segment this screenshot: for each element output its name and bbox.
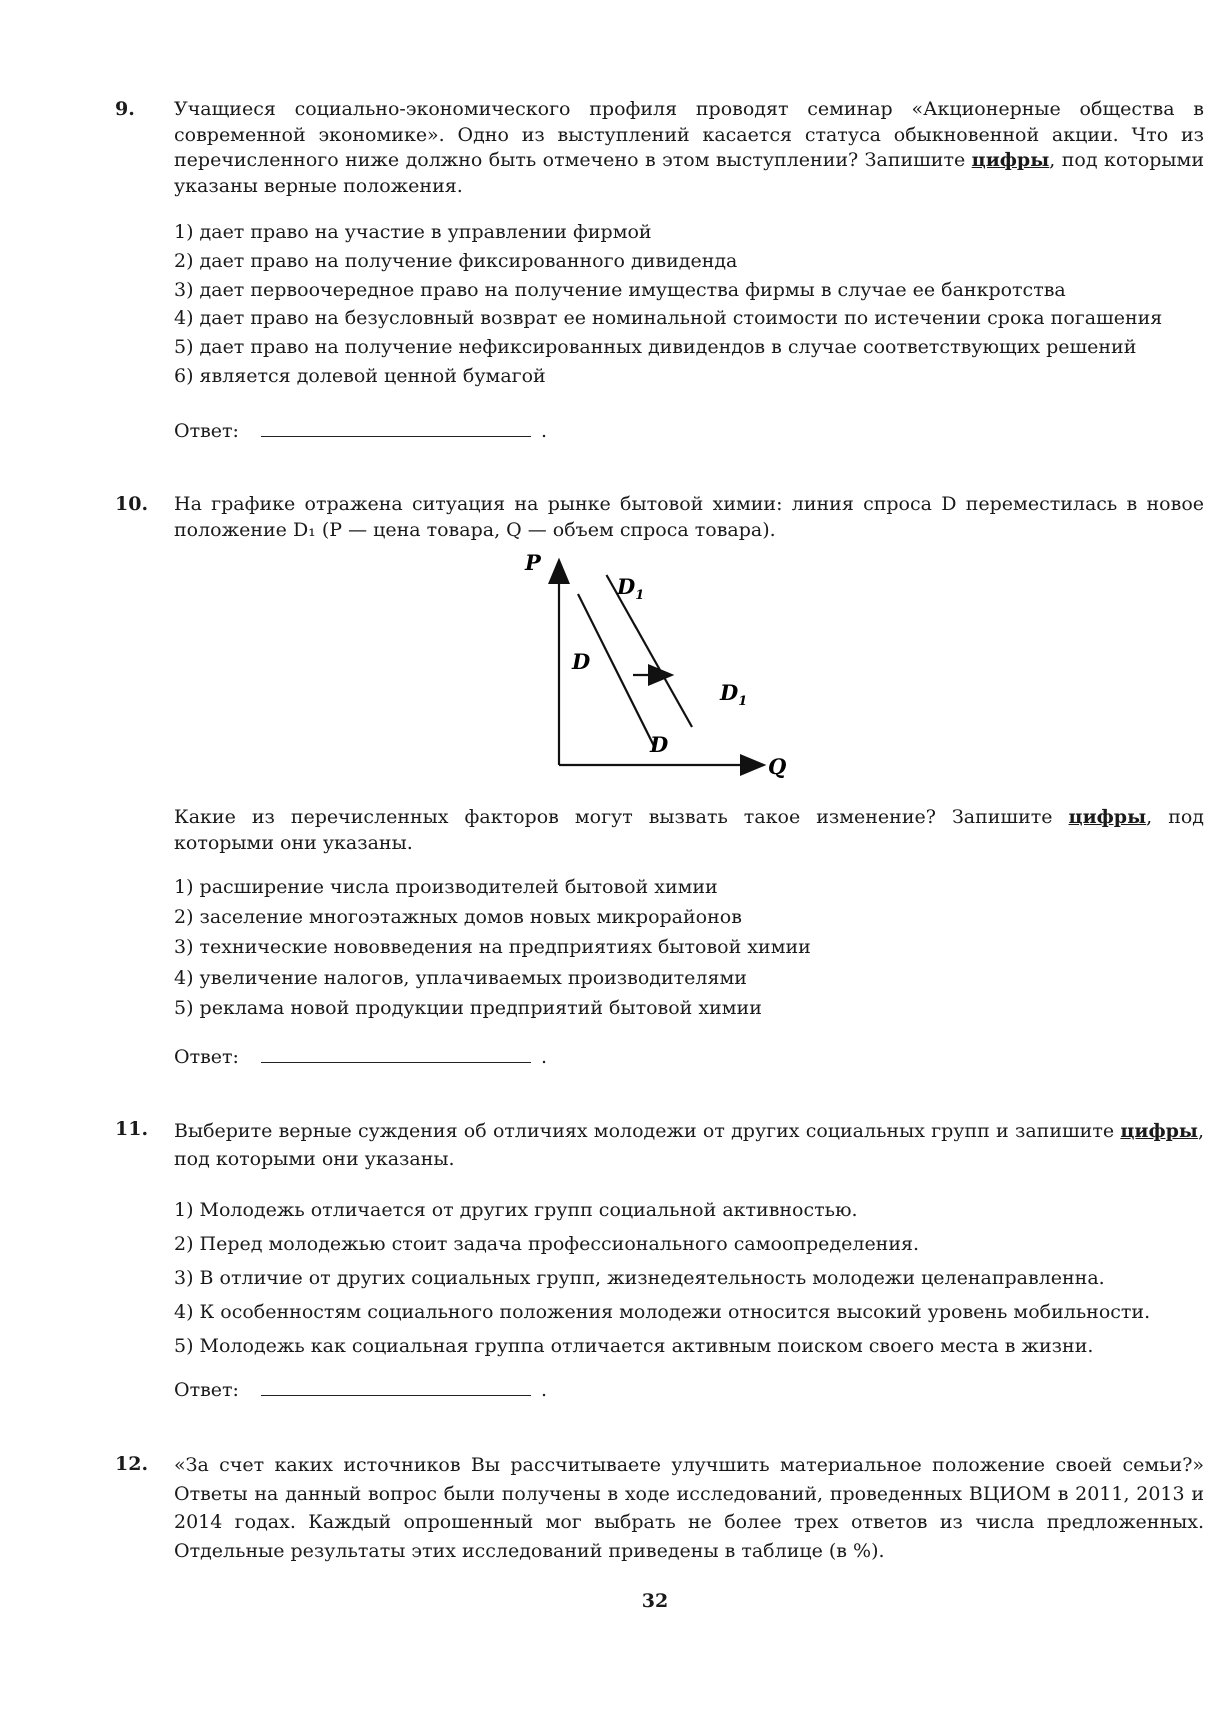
task-text: «За счет каких источников Вы рассчитываете улучшить материальное положение своей семьи?» Ответы на данный вопрос были получены в ходе исследований, проведенных ВЦИОМ в 2011, 2013 и 2014 годах. Каждый опрошенный мог выбрать не более трех ответов из числа предложенных. Отдельные результаты этих исследований приведены в таблице (в %). bbox=[174, 1454, 1204, 1562]
answer-row[interactable] bbox=[174, 420, 547, 442]
options-list bbox=[174, 218, 1204, 391]
page-number: 32 bbox=[641, 1590, 669, 1612]
option-item: 4) увеличение налогов, уплачиваемых производителями bbox=[174, 966, 747, 989]
task-number: 9. bbox=[115, 98, 135, 120]
task-number: 10. bbox=[115, 493, 149, 515]
answer-label: Ответ: bbox=[174, 420, 239, 442]
y-axis-label: P bbox=[525, 550, 541, 575]
answer-dot: . bbox=[540, 1379, 547, 1401]
label-D1-top: $D_1$ bbox=[617, 574, 645, 603]
option-item: 2) Перед молодежью стоит задача профессионального самоопределения. bbox=[174, 1233, 920, 1255]
option-item: 5) Молодежь как социальная группа отличается активным поиском своего места в жизни. bbox=[174, 1335, 1094, 1357]
answer-dot: . bbox=[540, 1046, 547, 1068]
task-text-part: Какие из перечисленных факторов могут вызвать такое изменение? Запишите bbox=[174, 806, 1069, 828]
keyword-underlined: цифры bbox=[971, 149, 1050, 171]
option-item: 1) Молодежь отличается от других групп социальной активностью. bbox=[174, 1199, 858, 1221]
answer-label: Ответ: bbox=[174, 1379, 239, 1401]
label-D-top: D bbox=[572, 649, 591, 674]
label-D-bottom: D bbox=[650, 732, 669, 757]
option-item: 5) дает право на получение нефиксированных дивидендов в случае соответствующих решений bbox=[174, 336, 1137, 359]
task-text-part: Учащиеся социально-экономического профиля проводят семинар «Акционерные общества в современной экономике». Одно из выступлений касается статуса обыкновенной акции. Что из перечисленного ниже должно быть отмечено в этом выступлении? Запишите bbox=[174, 98, 1204, 171]
label-D1-right: $D_1$ bbox=[720, 680, 748, 709]
task-text bbox=[174, 1117, 1204, 1173]
answer-line[interactable] bbox=[261, 420, 531, 437]
answer-label: Ответ: bbox=[174, 1046, 239, 1068]
option-item: 1) дает право на участие в управлении фирмой bbox=[174, 221, 652, 243]
options-list bbox=[174, 1193, 1204, 1363]
option-item: 1) расширение числа производителей бытовой химии bbox=[174, 876, 718, 898]
option-item: 5) реклама новой продукции предприятий бытовой химии bbox=[174, 996, 762, 1019]
option-item: 3) технические нововведения на предприятиях бытовой химии bbox=[174, 936, 811, 959]
option-item: 2) заселение многоэтажных домов новых микрорайонов bbox=[174, 906, 742, 929]
task-text-part: , под которыми они указаны. bbox=[174, 1120, 1204, 1170]
option-item: 4) дает право на безусловный возврат ее номинальной стоимости по истечении срока погашения bbox=[174, 307, 1163, 330]
x-axis-label: Q bbox=[768, 754, 787, 778]
keyword-underlined: цифры bbox=[1068, 806, 1147, 828]
answer-row[interactable] bbox=[174, 1046, 547, 1068]
task-text-part: Выберите верные суждения об отличиях молодежи от других социальных групп и запишите bbox=[174, 1120, 1121, 1142]
option-item: 6) является долевой ценной бумагой bbox=[174, 364, 546, 387]
answer-line[interactable] bbox=[261, 1379, 531, 1396]
task-text bbox=[174, 97, 1204, 199]
keyword-underlined: цифры bbox=[1120, 1120, 1198, 1142]
task-text: На графике отражена ситуация на рынке бытовой химии: линия спроса D переместилась в новое положение D₁ (P — цена товара, Q — объем спроса товара). bbox=[174, 493, 1204, 541]
answer-row[interactable] bbox=[174, 1379, 547, 1401]
option-item: 3) дает первоочередное право на получение имущества фирмы в случае ее банкротства bbox=[174, 278, 1066, 301]
task-text-part: , под которыми указаны верные положения. bbox=[174, 149, 1204, 197]
option-item: 4) К особенностям социального положения молодежи относится высокий уровень мобильности. bbox=[174, 1301, 1151, 1323]
task-text-part: , под которыми они указаны. bbox=[174, 806, 1204, 854]
demand-shift-chart bbox=[500, 548, 800, 778]
task-number: 12. bbox=[115, 1453, 149, 1475]
task-question bbox=[174, 805, 1204, 856]
answer-line[interactable] bbox=[261, 1046, 531, 1063]
option-item: 2) дает право на получение фиксированного дивиденда bbox=[174, 249, 738, 272]
task-number: 11. bbox=[115, 1118, 149, 1140]
options-list bbox=[174, 872, 1204, 1023]
option-item: 3) В отличие от других социальных групп, жизнедеятельность молодежи целенаправленна. bbox=[174, 1267, 1105, 1289]
answer-dot: . bbox=[540, 420, 547, 442]
